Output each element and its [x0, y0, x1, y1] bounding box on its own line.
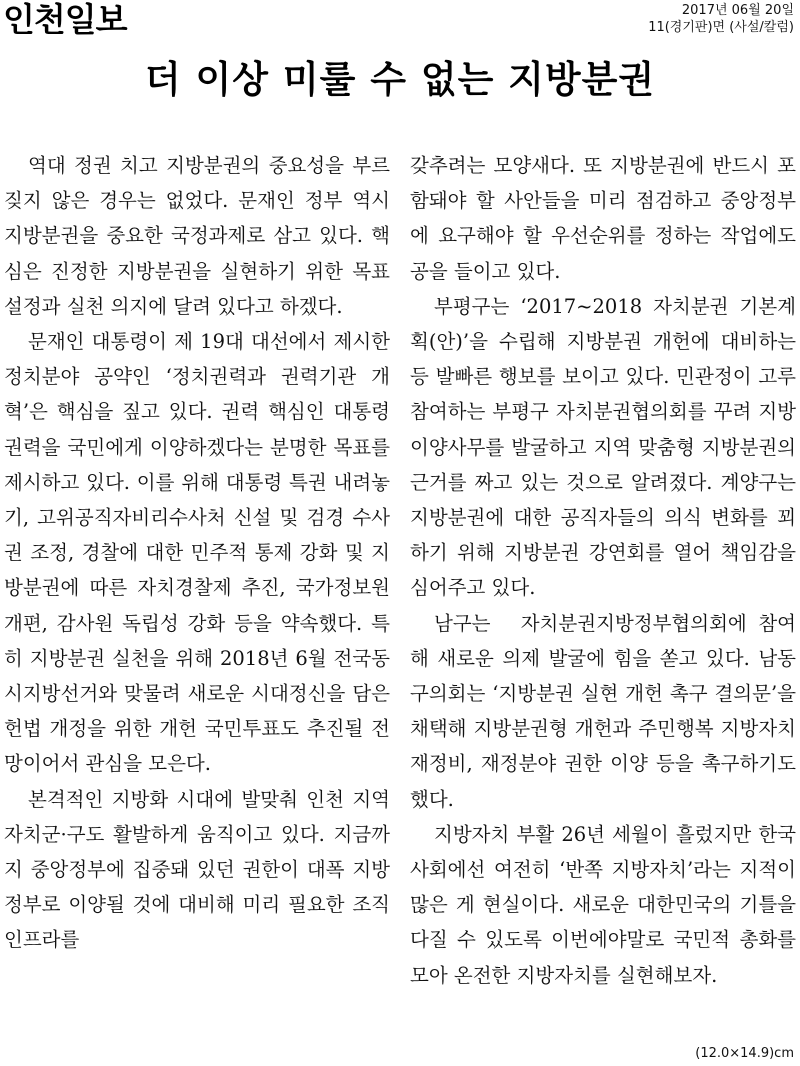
article-paragraph-continued: 갖추려는 모양새다. 또 지방분권에 반드시 포함돼야 할 사안들을 미리 점검하고 중앙정부에 요구해야 할 우선순위를 정하는 작업에도 공을 들이고 있다. — [410, 154, 796, 283]
article-paragraph: 문재인 대통령이 제 19대 대선에서 제시한 정치분야 공약인 ‘정치권력과 권력기관 개혁’은 핵심을 짚고 있다. 권력 핵심인 대통령 권력을 국민에게 이양하겠다는 분명한 목표를 제시하고 있다. 이를 위해 대통령 특권 내려놓기, 고위공직자비리수사처 신설 및 검경 수사권 조정, 경찰에 대한 민주적 통제 강화 및 지방분권에 따른 자치경찰제 추진, 국가정보원 개편, 감사원 독립성 강화 등을 약속했다. 특히 지방분권 실천을 위해 2018년 6월 전국동시지방선거와 맞물려 새로운 시대정신을 담은 헌법 개정을 위한 개헌 국민투표도 추진될 전망이어서 관심을 모은다. — [4, 330, 390, 776]
article-headline: 더 이상 미룰 수 없는 지방분권 — [144, 58, 656, 101]
article-size-note: (12.0×14.9)cm — [695, 1046, 794, 1061]
newspaper-logo: 인천일보 — [3, 0, 127, 39]
article-paragraph: 본격적인 지방화 시대에 발맞춰 인천 지역 자치군·구도 활발하게 움직이고 있다. 지금까지 중앙정부에 집중돼 있던 권한이 대폭 지방정부로 이양될 것에 대비해 미리 필요한 조직 인프라를 — [4, 787, 390, 952]
article-paragraph: 지방자치 부활 26년 세월이 흘렀지만 한국사회에선 여전히 ‘반쪽 지방자치’라는 지적이 많은 게 현실이다. 새로운 대한민국의 기틀을 다질 수 있도록 이번에야말로 국민적 총화를 모아 온전한 지방자치를 실현해보자. — [410, 822, 796, 987]
article-column-left — [4, 148, 390, 958]
publication-meta — [648, 2, 794, 36]
article-paragraph: 부평구는 ‘2017~2018 자치분권 기본계획(안)’을 수립해 지방분권 개헌에 대비하는 등 발빠른 행보를 보이고 있다. 민관정이 고루 참여하는 부평구 자치분권협의회를 꾸려 지방이양사무를 발굴하고 지역 맞춤형 지방분권의 근거를 짜고 있는 것으로 알려졌다. 계양구는 지방분권에 대한 공직자들의 의식 변화를 꾀하기 위해 지방분권 강연회를 열어 책임감을 심어주고 있다. — [410, 294, 796, 600]
article-paragraph: 남구는 자치분권지방정부협의회에 참여해 새로운 의제 발굴에 힘을 쏟고 있다. 남동구의회는 ‘지방분권 실현 개헌 촉구 결의문’을 채택해 지방분권형 개헌과 주민행복 지방자치 재정비, 재정분야 권한 이양 등을 촉구하기도 했다. — [410, 611, 796, 811]
article-column-right — [410, 148, 796, 993]
page-section: 11(경기판)면 (사설/칼럼) — [648, 20, 794, 35]
article-paragraph: 역대 정권 치고 지방분권의 중요성을 부르짖지 않은 경우는 없었다. 문재인 정부 역시 지방분권을 중요한 국정과제로 삼고 있다. 핵심은 진정한 지방분권을 실현하기 위한 목표 설정과 실천 의지에 달려 있다고 하겠다. — [4, 154, 390, 318]
publication-date: 2017년 06월 20일 — [681, 3, 794, 18]
